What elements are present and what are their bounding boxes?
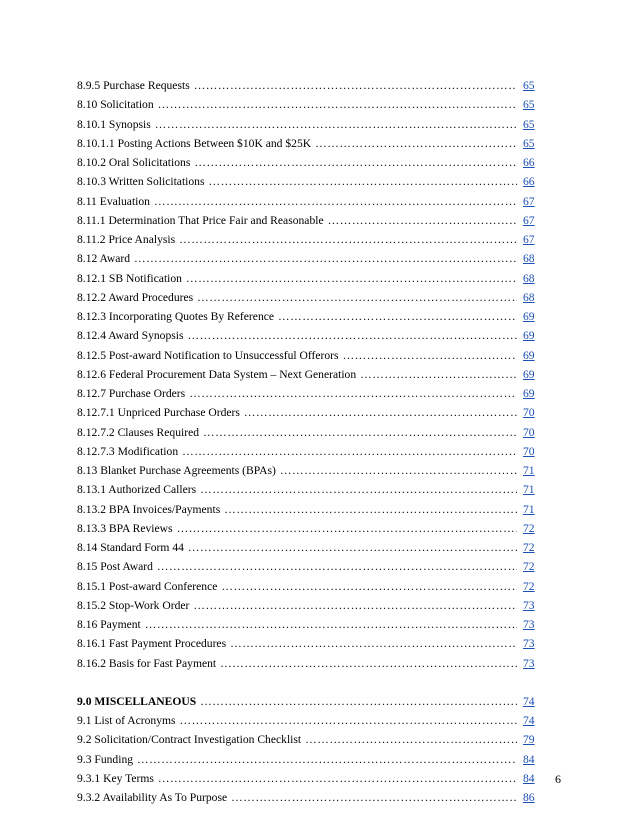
toc-leader-dots xyxy=(328,211,517,230)
toc-entry-title: 8.10.3 Written Solicitations xyxy=(77,175,205,189)
toc-entry[interactable] xyxy=(77,750,547,769)
toc-page-link[interactable]: 67 xyxy=(523,233,535,246)
toc-page-link[interactable]: 73 xyxy=(523,656,535,670)
toc-entry-title: 8.12.3 Incorporating Quotes By Reference xyxy=(77,310,275,323)
toc-page-link[interactable]: 70 xyxy=(523,444,535,458)
toc-entry[interactable] xyxy=(77,692,547,711)
toc-leader-dots xyxy=(360,365,517,384)
toc-entry-title: 9.3.2 Availability As To Purpose xyxy=(77,791,228,804)
toc-entry[interactable] xyxy=(77,403,547,422)
toc-leader-dots xyxy=(137,750,517,769)
toc-entry[interactable] xyxy=(77,346,547,365)
toc-leader-dots xyxy=(177,519,517,538)
table-of-contents xyxy=(77,76,547,807)
toc-entry-title: 9.1 List of Acronyms xyxy=(77,714,176,727)
toc-entry-title: 8.12.7.3 Modification xyxy=(77,444,179,458)
toc-leader-dots xyxy=(200,692,517,711)
toc-entry-title: 8.12.5 Post-award Notification to Unsuccessful Offerors xyxy=(77,348,339,362)
toc-entry-title: 9.3.1 Key Terms xyxy=(77,771,154,785)
toc-leader-dots xyxy=(224,500,517,519)
toc-entry-title: 9.3 Funding xyxy=(77,752,134,766)
toc-page-link[interactable]: 69 xyxy=(523,348,535,362)
toc-leader-dots xyxy=(209,172,518,191)
toc-leader-dots xyxy=(203,423,517,442)
toc-leader-dots xyxy=(343,346,517,365)
toc-page-link[interactable]: 69 xyxy=(523,329,535,343)
toc-entry[interactable] xyxy=(77,769,547,788)
toc-page-link[interactable]: 73 xyxy=(523,598,535,612)
toc-leader-dots xyxy=(158,769,517,788)
toc-entry[interactable] xyxy=(77,288,547,307)
toc-page-link[interactable]: 72 xyxy=(523,521,535,535)
toc-page-link[interactable]: 65 xyxy=(523,98,535,112)
toc-leader-dots xyxy=(221,577,517,596)
toc-entry[interactable] xyxy=(77,557,547,576)
toc-leader-dots xyxy=(158,95,517,114)
toc-entry[interactable] xyxy=(77,95,547,114)
toc-entry[interactable] xyxy=(77,153,547,172)
toc-entry-title: 8.10.2 Oral Solicitations xyxy=(77,156,191,169)
toc-group-9 xyxy=(77,692,547,808)
toc-entry-title: 8.13.1 Authorized Callers xyxy=(77,483,197,497)
toc-entry-title: 8.16 Payment xyxy=(77,618,141,631)
toc-entry[interactable] xyxy=(77,115,547,134)
toc-page-link[interactable]: 66 xyxy=(523,175,535,189)
toc-leader-dots xyxy=(315,134,517,153)
toc-page-link[interactable]: 69 xyxy=(523,387,535,400)
toc-entry-title: 8.12.7.1 Unpriced Purchase Orders xyxy=(77,406,240,420)
toc-entry[interactable] xyxy=(77,326,547,345)
toc-entry-title: 8.10.1.1 Posting Actions Between $10K and $25K xyxy=(77,136,312,150)
toc-entry[interactable] xyxy=(77,249,547,268)
toc-page-link[interactable]: 68 xyxy=(523,271,535,285)
toc-entry[interactable] xyxy=(77,654,547,673)
toc-entry[interactable] xyxy=(77,134,547,153)
toc-page-link[interactable]: 74 xyxy=(523,714,535,727)
toc-entry[interactable] xyxy=(77,192,547,211)
toc-page-link[interactable]: 79 xyxy=(523,733,535,747)
toc-leader-dots xyxy=(188,326,517,345)
toc-leader-dots xyxy=(197,288,517,307)
toc-entry-title: 8.14 Standard Form 44 xyxy=(77,541,184,554)
toc-leader-dots xyxy=(134,249,517,268)
toc-page-link[interactable]: 73 xyxy=(523,637,535,651)
toc-entry[interactable] xyxy=(77,615,547,634)
toc-leader-dots xyxy=(280,461,517,480)
toc-entry[interactable] xyxy=(77,307,547,326)
toc-entry[interactable] xyxy=(77,365,547,384)
toc-leader-dots xyxy=(231,788,517,807)
toc-entry[interactable] xyxy=(77,442,547,461)
toc-page-link[interactable]: 65 xyxy=(523,79,535,92)
toc-entry[interactable] xyxy=(77,634,547,653)
toc-entry-title: 8.10 Solicitation xyxy=(77,98,154,112)
toc-page-link[interactable]: 65 xyxy=(523,117,535,131)
toc-entry[interactable] xyxy=(77,519,547,538)
toc-entry-title: 8.11 Evaluation xyxy=(77,194,150,208)
toc-entry-title: 8.12.2 Award Procedures xyxy=(77,290,194,304)
toc-entry[interactable] xyxy=(77,538,547,557)
toc-entry[interactable] xyxy=(77,500,547,519)
toc-entry[interactable] xyxy=(77,596,547,615)
toc-page-link[interactable]: 71 xyxy=(523,483,535,497)
toc-entry[interactable] xyxy=(77,461,547,480)
toc-entry-title: 8.15.2 Stop-Work Order xyxy=(77,598,190,612)
toc-page-link[interactable]: 72 xyxy=(523,541,535,554)
toc-page-link[interactable]: 67 xyxy=(523,213,535,227)
toc-entry[interactable] xyxy=(77,172,547,191)
toc-entry[interactable] xyxy=(77,711,547,730)
toc-page-link[interactable]: 72 xyxy=(523,560,535,574)
toc-leader-dots xyxy=(179,230,517,249)
toc-entry-title: 8.15.1 Post-award Conference xyxy=(77,579,218,593)
toc-leader-dots xyxy=(182,442,517,461)
toc-page-link[interactable]: 70 xyxy=(523,425,535,439)
toc-leader-dots xyxy=(194,153,517,172)
toc-entry[interactable] xyxy=(77,384,547,403)
toc-entry[interactable] xyxy=(77,230,547,249)
toc-page-link[interactable]: 74 xyxy=(523,694,535,708)
toc-entry-title: 8.11.2 Price Analysis xyxy=(77,233,176,246)
toc-entry[interactable] xyxy=(77,269,547,288)
toc-entry[interactable] xyxy=(77,211,547,230)
toc-entry[interactable] xyxy=(77,730,547,749)
toc-leader-dots xyxy=(189,384,517,403)
toc-entry-title: 8.12.7.2 Clauses Required xyxy=(77,425,200,439)
toc-entry-title: 8.12.6 Federal Procurement Data System – Next Generation xyxy=(77,367,357,381)
toc-entry[interactable] xyxy=(77,577,547,596)
toc-page-link[interactable]: 70 xyxy=(523,406,535,420)
toc-entry-title: 8.16.2 Basis for Fast Payment xyxy=(77,656,217,670)
toc-leader-dots xyxy=(230,634,517,653)
toc-page-link[interactable]: 84 xyxy=(523,752,535,766)
toc-entry-title: 8.13 Blanket Purchase Agreements (BPAs) xyxy=(77,464,276,477)
toc-page-link[interactable]: 86 xyxy=(523,791,535,804)
toc-leader-dots xyxy=(157,557,517,576)
toc-leader-dots xyxy=(154,192,517,211)
toc-leader-dots xyxy=(278,307,517,326)
toc-page-link[interactable]: 65 xyxy=(523,136,535,150)
toc-entry-title: 8.13.2 BPA Invoices/Payments xyxy=(77,502,221,516)
toc-leader-dots xyxy=(180,711,517,730)
toc-page-link[interactable]: 68 xyxy=(523,290,535,304)
toc-page-link[interactable]: 72 xyxy=(523,579,535,593)
toc-entry-title: 8.12.1 SB Notification xyxy=(77,271,182,285)
toc-leader-dots xyxy=(194,76,517,95)
toc-gap xyxy=(77,673,547,692)
toc-entry-title: 8.12 Award xyxy=(77,252,131,266)
toc-entry-title: 8.13.3 BPA Reviews xyxy=(77,521,173,535)
toc-entry-title: 8.9.5 Purchase Requests xyxy=(77,79,190,92)
toc-leader-dots xyxy=(244,403,517,422)
toc-entry-title: 8.10.1 Synopsis xyxy=(77,117,151,131)
toc-leader-dots xyxy=(193,596,517,615)
toc-leader-dots xyxy=(305,730,517,749)
toc-leader-dots xyxy=(188,538,517,557)
toc-entry-title: 9.0 MISCELLANEOUS xyxy=(77,694,197,708)
toc-entry[interactable] xyxy=(77,76,547,95)
toc-entry[interactable] xyxy=(77,480,547,499)
toc-page-link[interactable]: 67 xyxy=(523,194,535,208)
toc-entry-title: 8.12.4 Award Synopsis xyxy=(77,329,184,343)
toc-page-link[interactable]: 69 xyxy=(523,310,535,323)
toc-entry-title: 8.12.7 Purchase Orders xyxy=(77,387,186,400)
toc-entry-title: 8.16.1 Fast Payment Procedures xyxy=(77,637,227,651)
toc-leader-dots xyxy=(145,615,517,634)
toc-leader-dots xyxy=(186,269,517,288)
toc-entry-title: 9.2 Solicitation/Contract Investigation Checklist xyxy=(77,733,302,747)
page-number: 6 xyxy=(555,772,561,786)
toc-page-link[interactable]: 71 xyxy=(523,464,535,477)
toc-page-link[interactable]: 68 xyxy=(523,252,535,266)
toc-page-link[interactable]: 66 xyxy=(523,156,535,169)
toc-group-8 xyxy=(77,76,547,673)
toc-entry[interactable] xyxy=(77,423,547,442)
toc-page-link[interactable]: 84 xyxy=(523,771,535,785)
toc-leader-dots xyxy=(200,480,517,499)
toc-entry-title: 8.11.1 Determination That Price Fair and Reasonable xyxy=(77,213,324,227)
toc-entry-title: 8.15 Post Award xyxy=(77,560,153,574)
toc-leader-dots xyxy=(220,654,517,673)
toc-leader-dots xyxy=(155,115,517,134)
toc-page-link[interactable]: 69 xyxy=(523,367,535,381)
toc-page-link[interactable]: 73 xyxy=(523,618,535,631)
toc-page-link[interactable]: 71 xyxy=(523,502,535,516)
toc-entry[interactable] xyxy=(77,788,547,807)
